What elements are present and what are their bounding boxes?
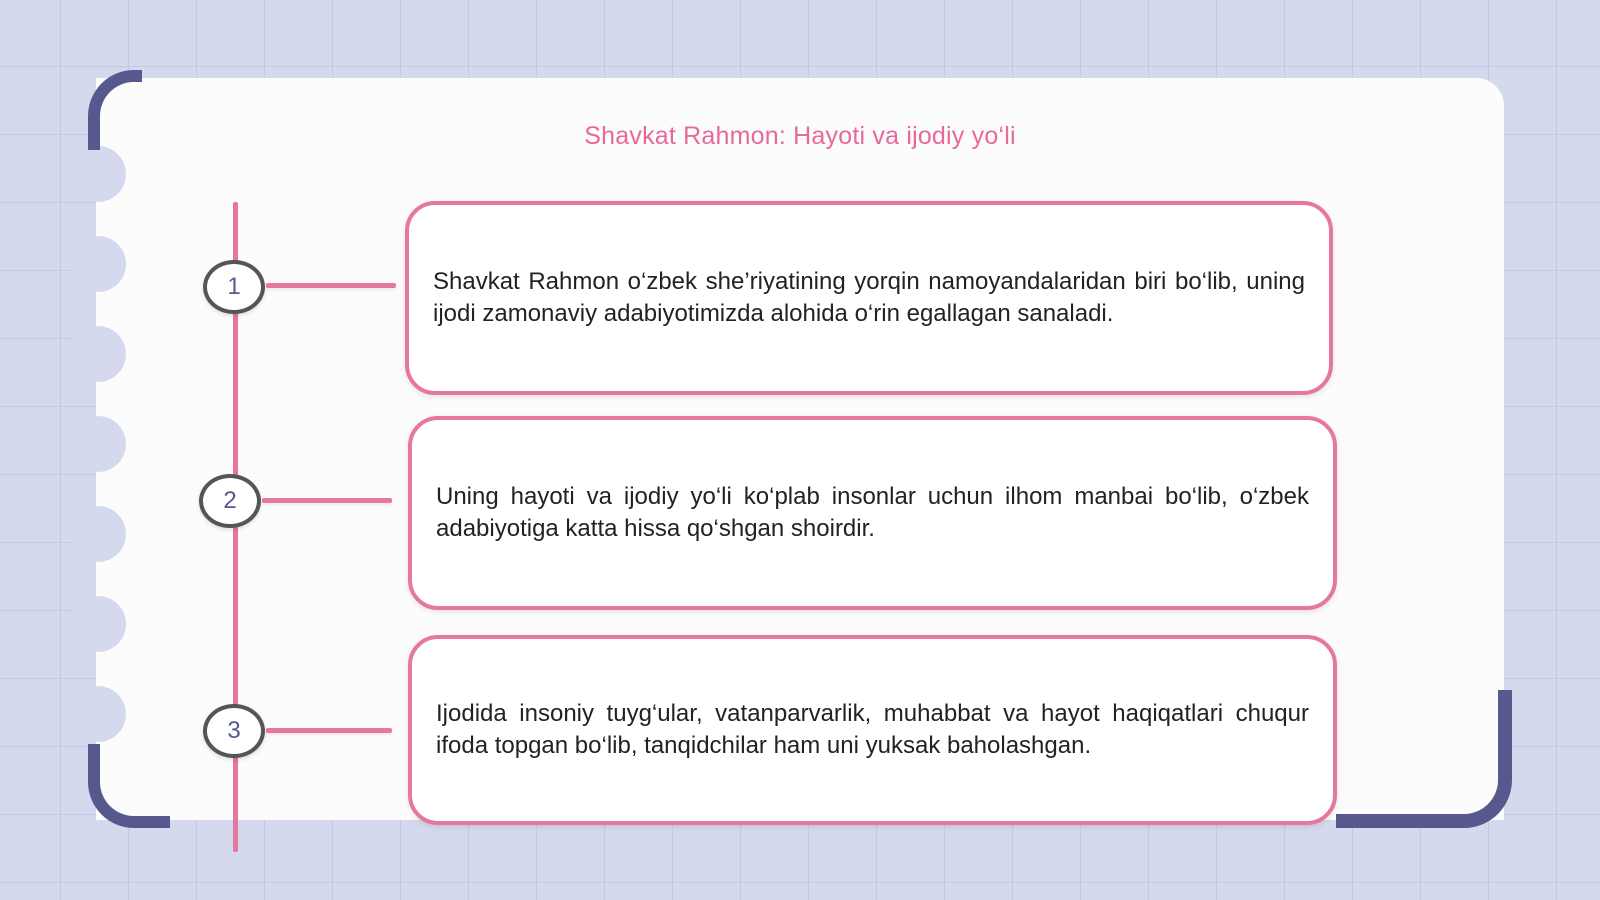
card-text: Ijodida insoniy tuyg‘ular, vatanparvarlik, muhabbat va hayot haqiqatlari chuqur ifoda topgan bo‘lib, tanqidchilar ham uni yuksak baholashgan. xyxy=(436,700,1309,759)
card-text: Uning hayoti va ijodiy yo‘li ko‘plab insonlar uchun ilhom manbai bo‘lib, o‘zbek adabiyotiga katta hissa qo‘shgan shoirdir. xyxy=(436,483,1309,542)
scallop-2 xyxy=(70,236,126,292)
page-title: Shavkat Rahmon: Hayoti va ijodiy yo‘li xyxy=(584,122,1016,150)
connector-2 xyxy=(262,498,392,503)
scallop-5 xyxy=(70,506,126,562)
timeline-card-2 xyxy=(408,416,1337,610)
scallop-1 xyxy=(70,146,126,202)
timeline-marker-1 xyxy=(203,260,265,314)
connector-3 xyxy=(266,728,392,733)
scallop-6 xyxy=(70,596,126,652)
marker-number: 3 xyxy=(227,717,241,744)
scallop-7 xyxy=(70,686,126,742)
marker-number: 2 xyxy=(223,487,237,514)
timeline-marker-3 xyxy=(203,704,265,758)
connector-1 xyxy=(266,283,396,288)
card-text: Shavkat Rahmon o‘zbek she’riyatining yorqin namoyandalaridan biri bo‘lib, uning ijodi zamonaviy adabiyotimizda alohida o‘rin egallagan sanaladi. xyxy=(433,268,1305,327)
scallop-4 xyxy=(70,416,126,472)
timeline-card-1 xyxy=(405,201,1333,395)
marker-number: 1 xyxy=(227,273,241,300)
corner-bracket-bottom-right xyxy=(1336,690,1512,828)
timeline-marker-2 xyxy=(199,474,261,528)
scallop-3 xyxy=(70,326,126,382)
timeline-card-3 xyxy=(408,635,1337,825)
